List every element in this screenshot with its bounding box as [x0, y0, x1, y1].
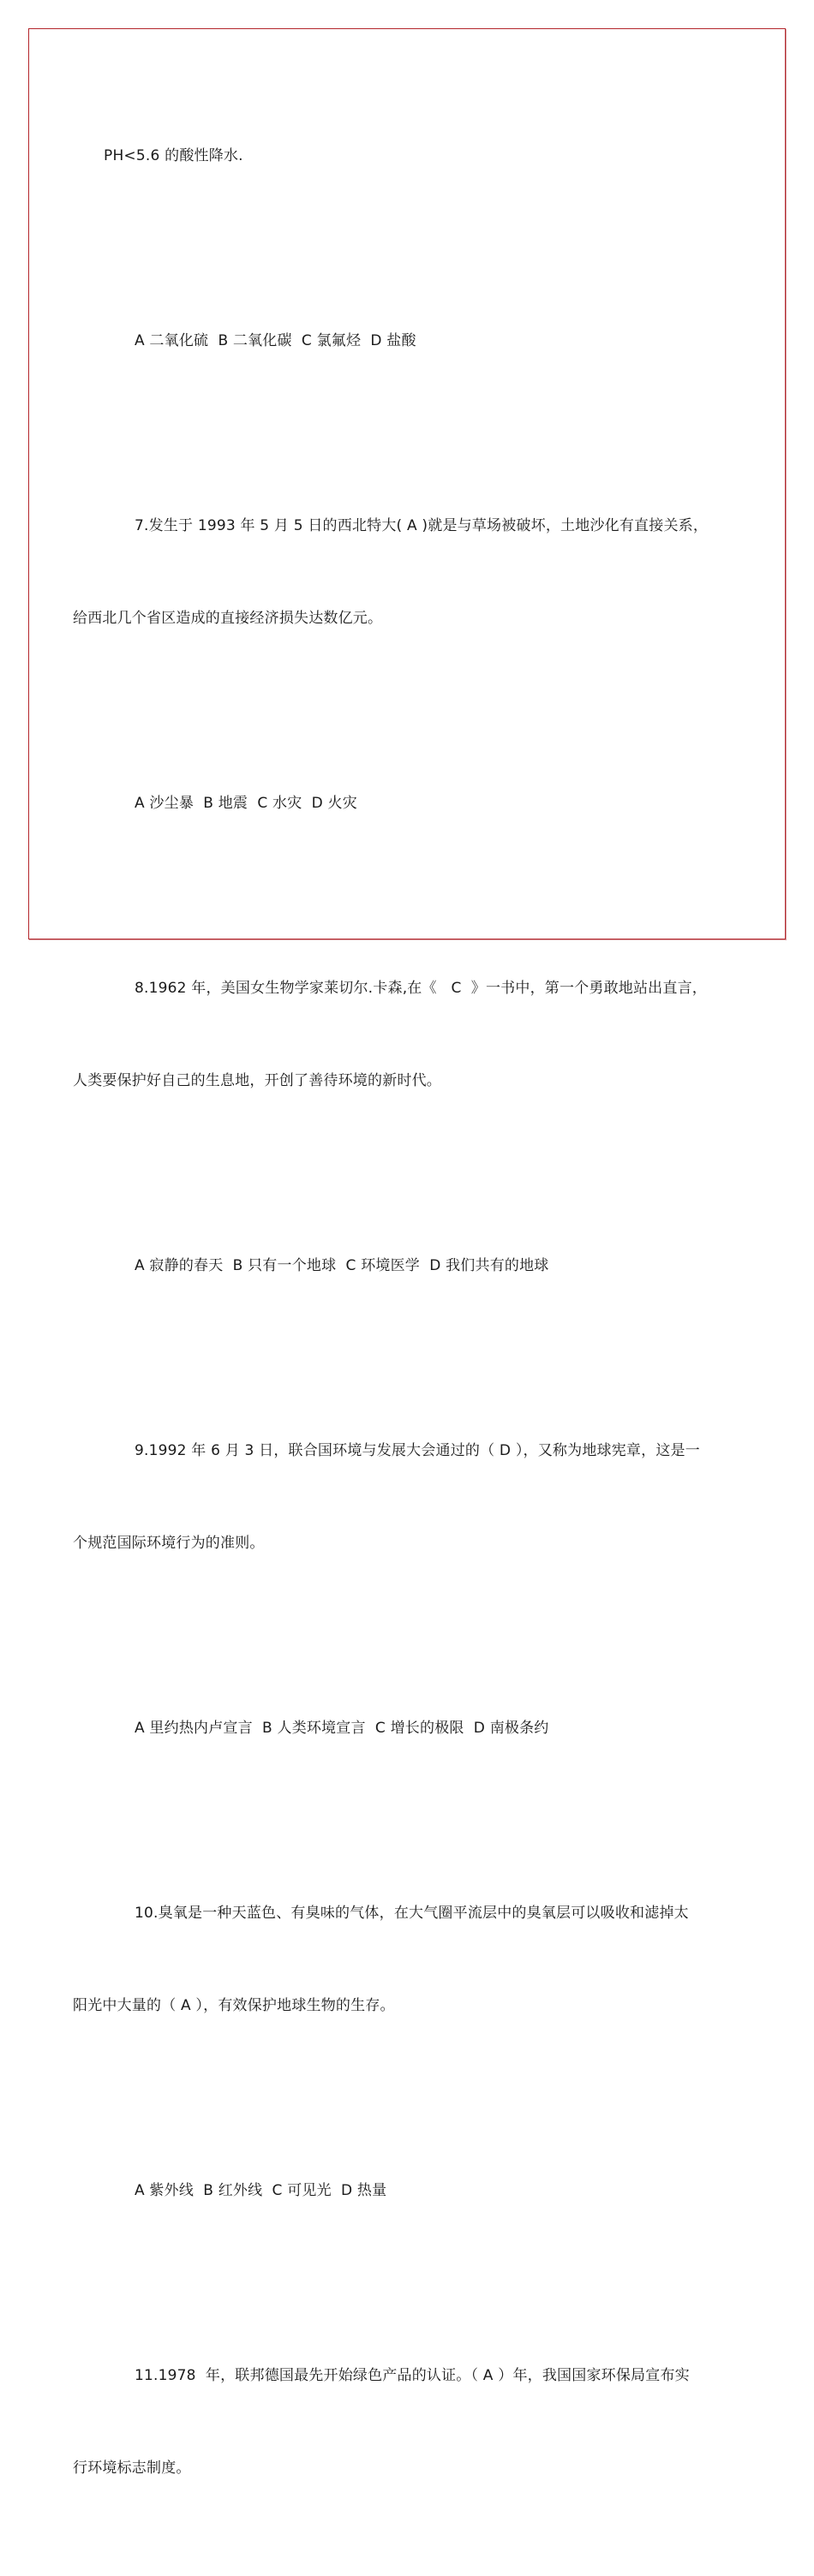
- question-10: [73, 1836, 721, 2083]
- text-line: A 沙尘暴 B 地震 C 水灾 D 火灾: [135, 795, 357, 812]
- document-body: [73, 79, 721, 2576]
- question-8: [73, 911, 721, 1158]
- text-line: A 里约热内卢宣言 B 人类环境宣言 C 增长的极限 D 南极条约: [135, 1720, 549, 1737]
- answer-options-q8: [104, 1189, 721, 1343]
- paragraph-acid-rain-tail: [104, 79, 721, 233]
- question-11: [73, 2299, 721, 2545]
- question-9: [73, 1374, 721, 1620]
- text-line: 行环境标志制度。: [73, 2460, 191, 2477]
- text-line: A 二氧化硫 B 二氧化碳 C 氯氟烃 D 盐酸: [135, 332, 416, 349]
- text-line: 11.1978 年，联邦德国最先开始绿色产品的认证。（ A ）年，我国国家环保局宣布实: [135, 2367, 690, 2384]
- text-line: A 寂静的春天 B 只有一个地球 C 环境医学 D 我们共有的地球: [135, 1257, 549, 1274]
- text-line: PH<5.6 的酸性降水.: [104, 147, 243, 164]
- text-line: 10.臭氧是一种天蓝色、有臭味的气体，在大气圈平流层中的臭氧层可以吸收和滤掉太: [135, 1905, 689, 1922]
- text-line: 7.发生于 1993 年 5 月 5 日的西北特大( A )就是与草场被破坏，土地沙化有直接关系，: [135, 517, 709, 534]
- text-line: 个规范国际环境行为的准则。: [73, 1535, 265, 1552]
- text-line: 8.1962 年，美国女生物学家莱切尔.卡森,在《 C 》一书中，第一个勇敢地站出直言，: [135, 980, 707, 997]
- question-7: [73, 449, 721, 695]
- answer-options-q9: [104, 1651, 721, 1805]
- text-line: 阳光中大量的（ A ），有效保护地球生物的生存。: [73, 1997, 395, 2014]
- answer-options-q10: [104, 2114, 721, 2268]
- text-line: A 紫外线 B 红外线 C 可见光 D 热量: [135, 2182, 387, 2199]
- answer-options-q7: [104, 726, 721, 880]
- text-line: 给西北几个省区造成的直接经济损失达数亿元。: [73, 610, 383, 627]
- text-line: 人类要保护好自己的生息地，开创了善待环境的新时代。: [73, 1072, 441, 1089]
- text-line: 9.1992 年 6 月 3 日，联合国环境与发展大会通过的（ D ），又称为地球宪章，这是一: [135, 1442, 700, 1459]
- answer-options-q6: [104, 264, 721, 418]
